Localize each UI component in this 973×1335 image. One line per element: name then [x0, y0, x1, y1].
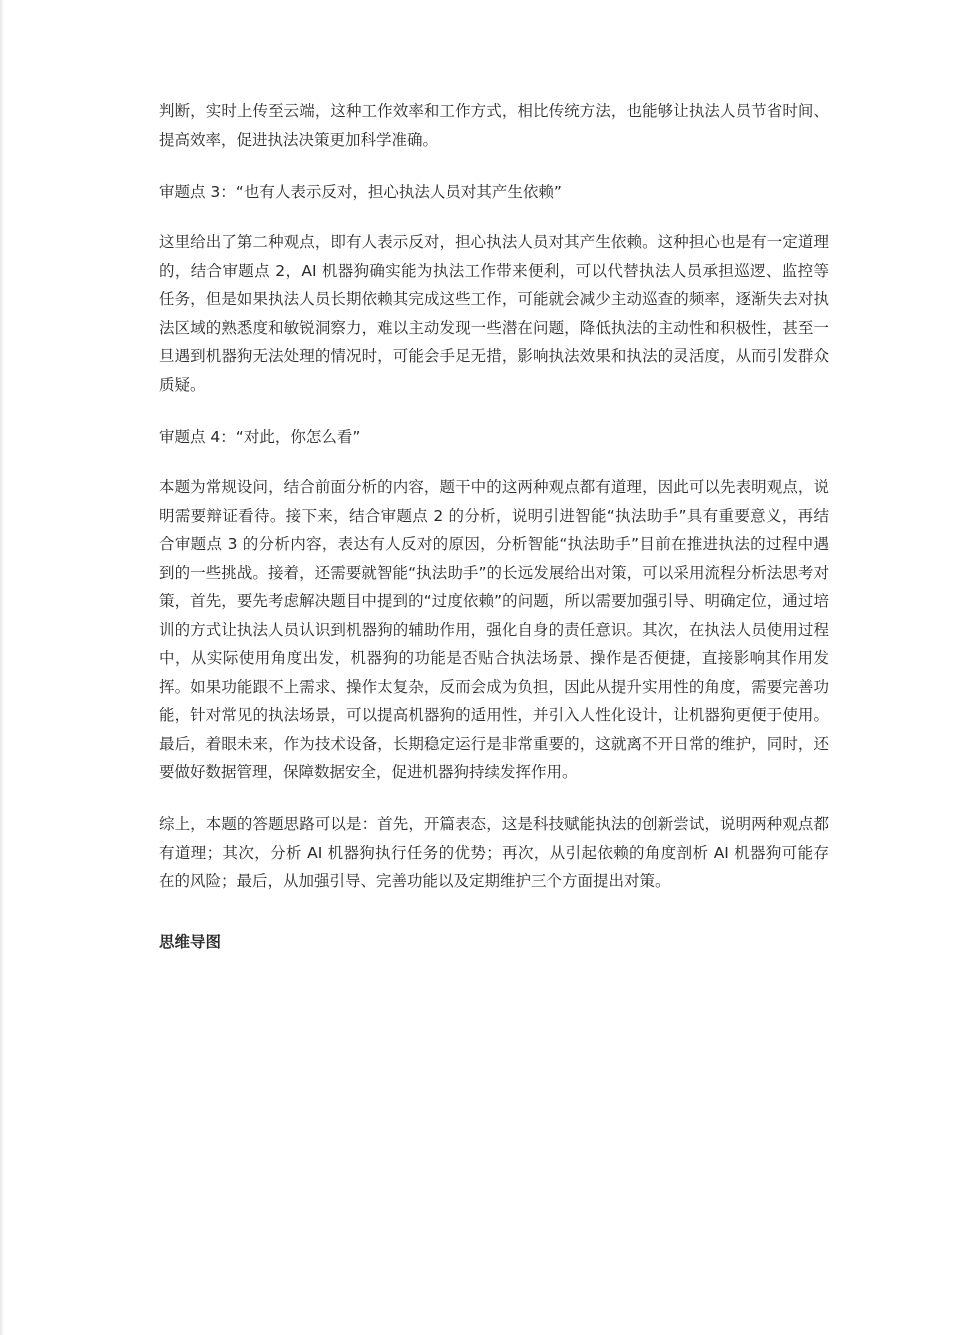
section-title-mind-map: 思维导图 [159, 933, 222, 951]
paragraph-summary: 综上，本题的答题思路可以是：首先，开篇表态，这是科技赋能执法的创新尝试，说明两种观点都有道理；其次，分析 AI 机器狗执行任务的优势；再次，从引起依赖的角度剖析 AI 机器狗可能存在的风险；最后，从加强引导、完善功能以及定期维护三个方面提出对策。 [159, 815, 829, 890]
paragraph-review-point-3-analysis: 这里给出了第二种观点，即有人表示反对，担心执法人员对其产生依赖。这种担心也是有一定道理的，结合审题点 2，AI 机器狗确实能为执法工作带来便利，可以代替执法人员承担巡逻、监控等任务，但是如果执法人员长期依赖其完成这些工作，可能就会减少主动巡查的频率，逐渐失去对执法区域的熟悉度和敏锐洞察力，难以主动发现一些潜在问题，降低执法的主动性和积极性，甚至一旦遇到机器狗无法处理的情况时，可能会手足无措，影响执法效果和执法的灵活度，从而引发群众质疑。 [159, 233, 829, 394]
review-point-3-heading: 审题点 3：“也有人表示反对，担心执法人员对其产生依赖” [159, 182, 562, 201]
paragraph-continuation: 判断，实时上传至云端，这种工作效率和工作方式，相比传统方法，也能够让执法人员节省时间、提高效率，促进执法决策更加科学准确。 [159, 102, 829, 149]
paragraph-review-point-4-analysis: 本题为常规设问，结合前面分析的内容，题干中的这两种观点都有道理，因此可以先表明观点，说明需要辩证看待。接下来，结合审题点 2 的分析，说明引进智能“执法助手”具有重要意义，再结合审题点 3 的分析内容，表达有人反对的原因，分析智能“执法助手”目前在推进执法的过程中遇到的一些挑战。接着，还需要就智能“执法助手”的长远发展给出对策，可以采用流程分析法思考对策，首先，要先考虑解决题目中提到的“过度依赖”的问题，所以需要加强引导、明确定位，通过培训的方式让执法人员认识到机器狗的辅助作用，强化自身的责任意识。其次，在执法人员使用过程中，从实际使用角度出发，机器狗的功能是否贴合执法场景、操作是否便捷，直接影响其作用发挥。如果功能跟不上需求、操作太复杂，反而会成为负担，因此从提升实用性的角度，需要完善功能，针对常见的执法场景，可以提高机器狗的适用性，并引入人性化设计，让机器狗更便于使用。最后，着眼未来，作为技术设备，长期稳定运行是非常重要的，这就离不开日常的维护，同时，还要做好数据管理，保障数据安全，促进机器狗持续发挥作用。 [159, 478, 829, 781]
page-edge-shadow [0, 0, 4, 1335]
document-body [159, 97, 829, 919]
review-point-4-heading: 审题点 4：“对此，你怎么看” [159, 427, 361, 446]
